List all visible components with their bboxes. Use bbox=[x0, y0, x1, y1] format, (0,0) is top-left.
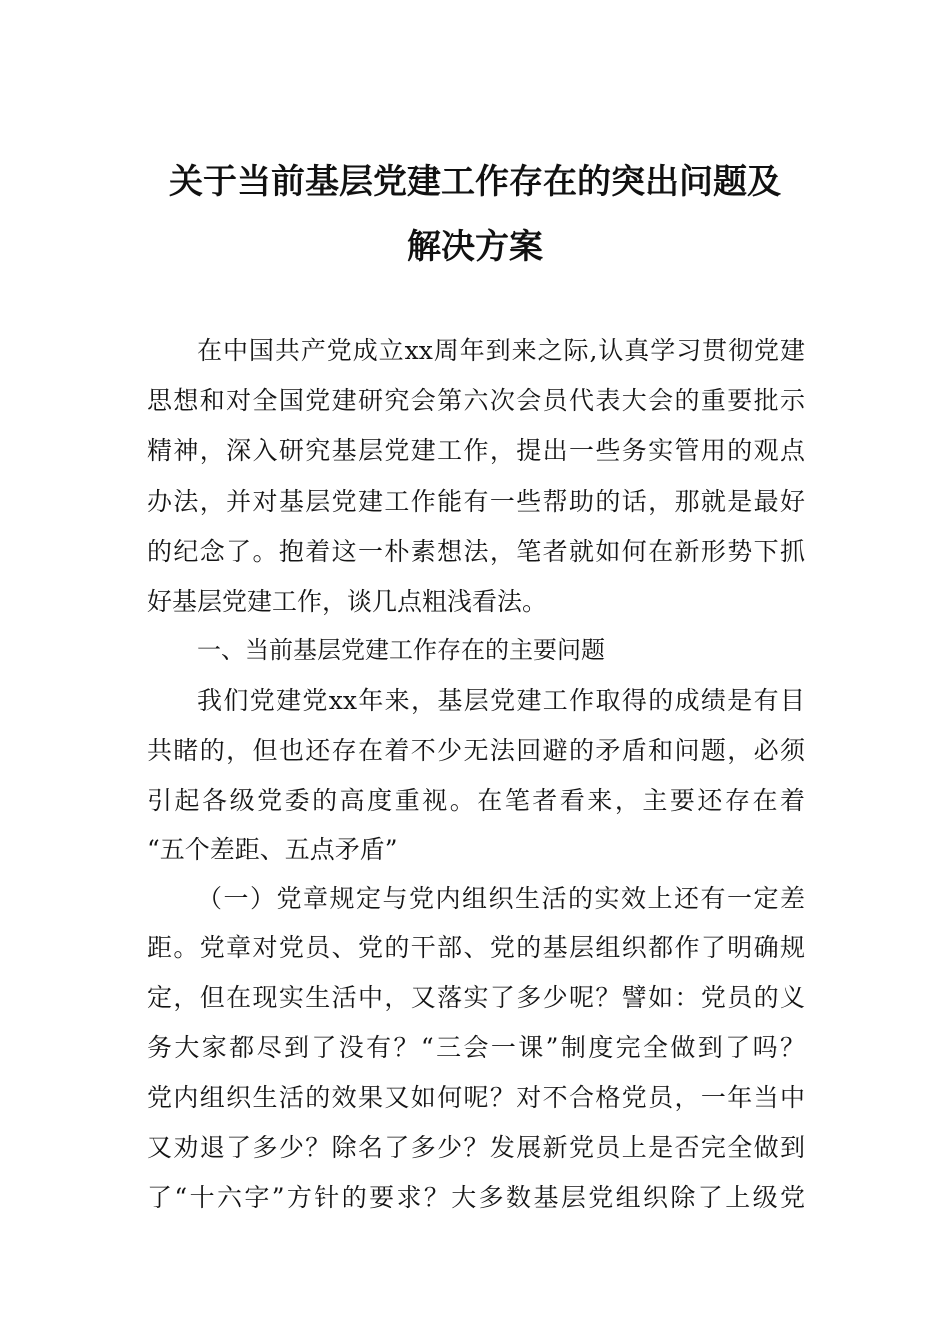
document-title-line-1: 关于当前基层党建工作存在的突出问题及 bbox=[169, 162, 781, 202]
paragraph-3-line-3: 定，但在现实生活中，又落实了多少呢？譬如：党员的义 bbox=[147, 983, 805, 1012]
paragraph-1-line-4: 办法，并对基层党建工作能有一些帮助的话，那就是最好 bbox=[147, 487, 805, 516]
paragraph-1-line-2: 思想和对全国党建研究会第六次会员代表大会的重要批示 bbox=[147, 386, 805, 415]
paragraph-3-line-7: 了“十六字”方针的要求？大多数基层党组织除了上级党 bbox=[147, 1183, 805, 1212]
paragraph-3-line-2: 距。党章对党员、党的干部、党的基层组织都作了明确规 bbox=[147, 933, 805, 962]
paragraph-3-line-1: （一）党章规定与党内组织生活的实效上还有一定差 bbox=[197, 884, 805, 913]
paragraph-1-line-6: 好基层党建工作，谈几点粗浅看法。 bbox=[147, 587, 548, 616]
paragraph-3-line-6: 又劝退了多少？除名了多少？发展新党员上是否完全做到 bbox=[147, 1133, 805, 1162]
paragraph-2-line-2: 共睹的，但也还存在着不少无法回避的矛盾和问题，必须 bbox=[147, 736, 805, 765]
paragraph-2-line-3: 引起各级党委的高度重视。在笔者看来，主要还存在着 bbox=[147, 786, 805, 815]
document-title-line-2: 解决方案 bbox=[407, 227, 543, 267]
paragraph-1-line-1: 在中国共产党成立xx周年到来之际,认真学习贯彻党建 bbox=[197, 336, 805, 365]
paragraph-3-line-5: 党内组织生活的效果又如何呢？对不合格党员，一年当中 bbox=[147, 1083, 805, 1112]
paragraph-1-line-3: 精神，深入研究基层党建工作，提出一些务实管用的观点 bbox=[147, 436, 805, 465]
section-heading-1: 一、当前基层党建工作存在的主要问题 bbox=[197, 636, 605, 664]
paragraph-3-line-4: 务大家都尽到了没有？“三会一课”制度完全做到了吗？ bbox=[147, 1033, 805, 1062]
paragraph-2-line-1: 我们党建党xx年来，基层党建工作取得的成绩是有目 bbox=[197, 686, 805, 715]
paragraph-1-line-5: 的纪念了。抱着这一朴素想法，笔者就如何在新形势下抓 bbox=[147, 537, 805, 566]
paragraph-2-line-4: “五个差距、五点矛盾” bbox=[147, 835, 398, 864]
